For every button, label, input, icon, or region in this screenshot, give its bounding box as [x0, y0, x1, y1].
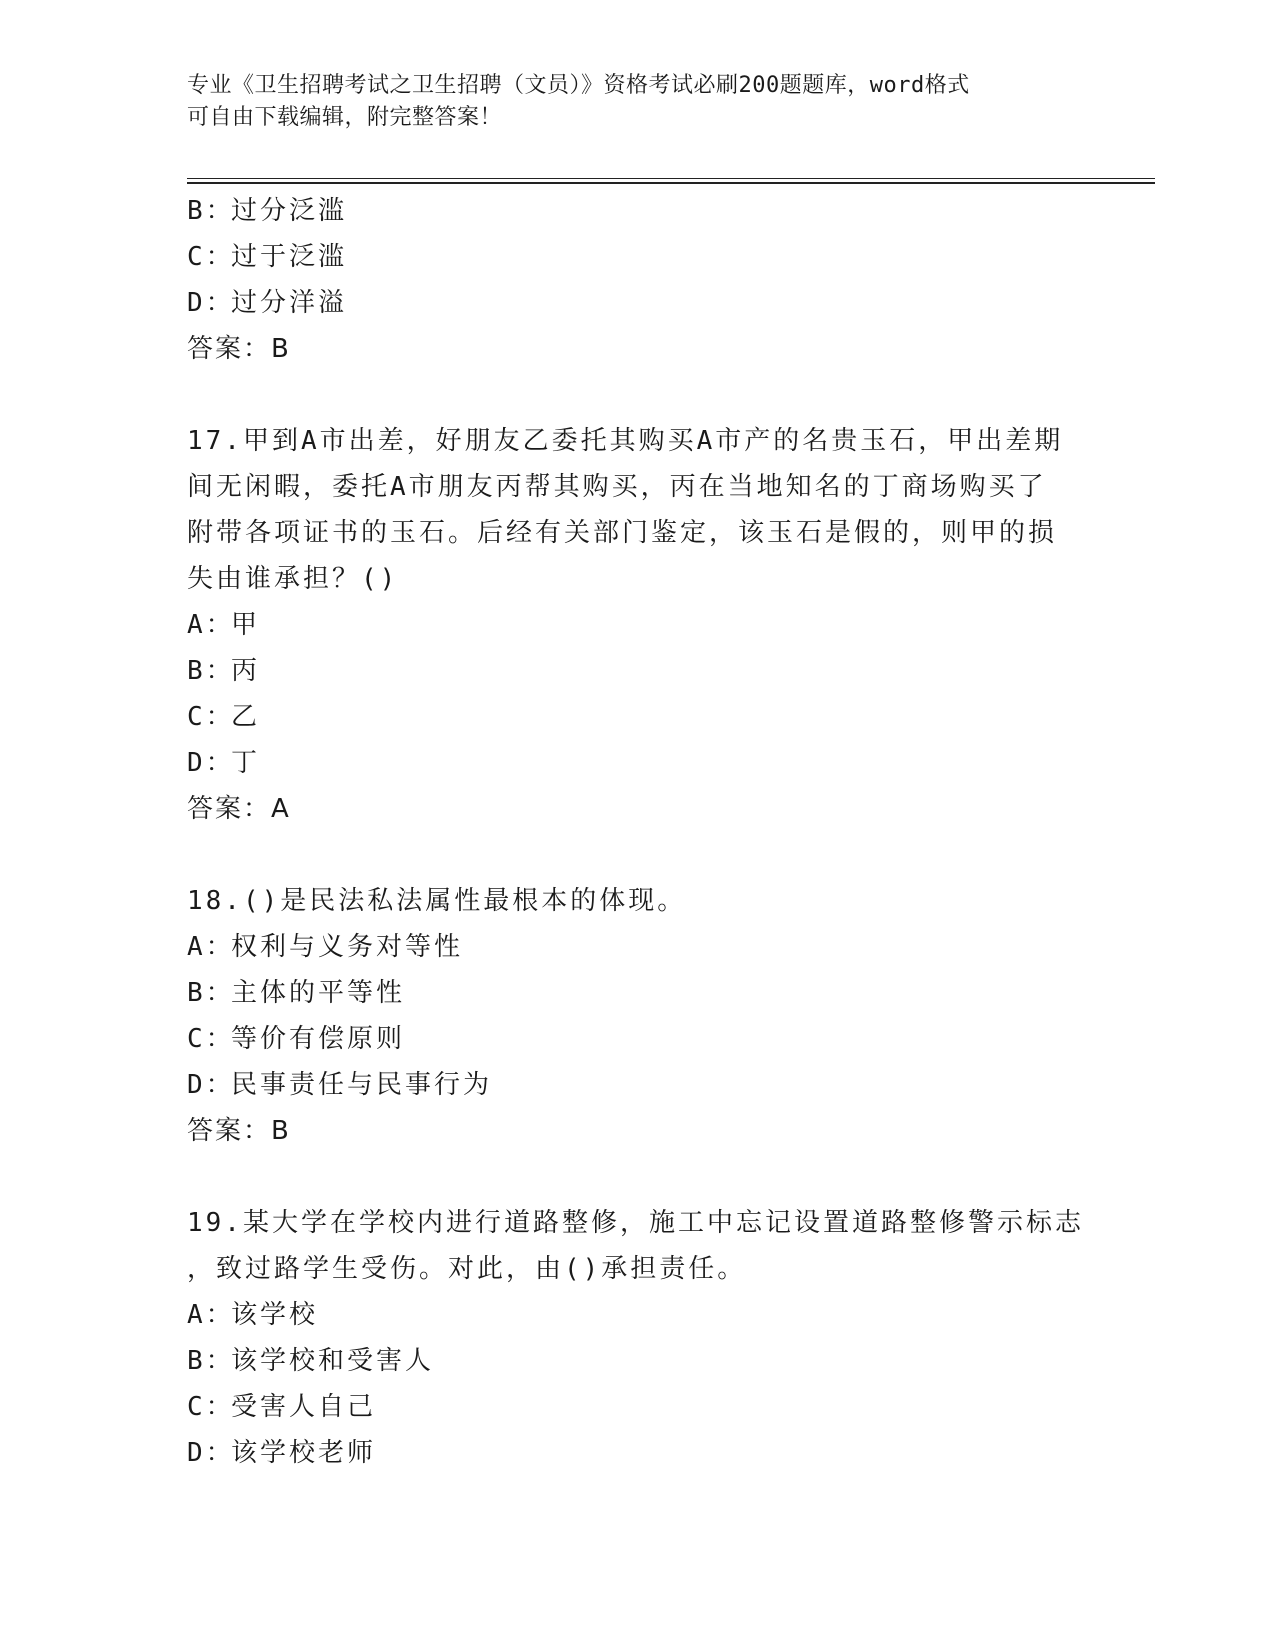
- question-19-text-2: ，致过路学生受伤。对此，由()承担责任。: [187, 1254, 747, 1284]
- option-c: C：过于泛滥: [187, 242, 348, 272]
- option-d: D：过分洋溢: [187, 288, 348, 318]
- option-c: C：等价有偿原则: [187, 1024, 406, 1054]
- question-list: [187, 188, 1087, 1476]
- option-d: D：民事责任与民事行为: [187, 1070, 493, 1100]
- option-b: B：主体的平等性: [187, 978, 406, 1008]
- answer-line: 答案：B: [187, 1116, 291, 1146]
- question-17-text-1: 17.甲到A市出差，好朋友乙委托其购买A市产的名贵玉石，甲出差期: [187, 426, 1064, 456]
- option-d: D：该学校老师: [187, 1438, 377, 1468]
- header-divider-thick: [187, 182, 1155, 184]
- option-c: C：乙: [187, 702, 261, 732]
- option-b: B：丙: [187, 656, 261, 686]
- option-a: A：该学校: [187, 1300, 319, 1330]
- header-line-1: 专业《卫生招聘考试之卫生招聘（文员）》资格考试必刷200题题库，word格式: [187, 73, 970, 98]
- answer-line: 答案：B: [187, 334, 291, 364]
- option-a: A：甲: [187, 610, 261, 640]
- question-18-text: 18.()是民法私法属性最根本的体现。: [187, 886, 687, 916]
- option-c: C：受害人自己: [187, 1392, 377, 1422]
- question-17-text-3: 附带各项证书的玉石。后经有关部门鉴定，该玉石是假的，则甲的损: [187, 518, 1058, 548]
- question-17-text-2: 间无闲暇，委托A市朋友丙帮其购买，丙在当地知名的丁商场购买了: [187, 472, 1047, 502]
- answer-line: 答案：A: [187, 794, 291, 824]
- option-b: B：该学校和受害人: [187, 1346, 435, 1376]
- header-line-2: 可自由下载编辑，附完整答案！: [187, 105, 503, 130]
- question-19-text-1: 19.某大学在学校内进行道路整修，施工中忘记设置道路整修警示标志: [187, 1208, 1084, 1238]
- option-b: B：过分泛滥: [187, 196, 348, 226]
- option-d: D：丁: [187, 748, 261, 778]
- page-header: [187, 70, 1067, 134]
- option-a: A：权利与义务对等性: [187, 932, 464, 962]
- question-17-text-4: 失由谁承担？(): [187, 564, 399, 594]
- header-divider-thin: [187, 178, 1155, 179]
